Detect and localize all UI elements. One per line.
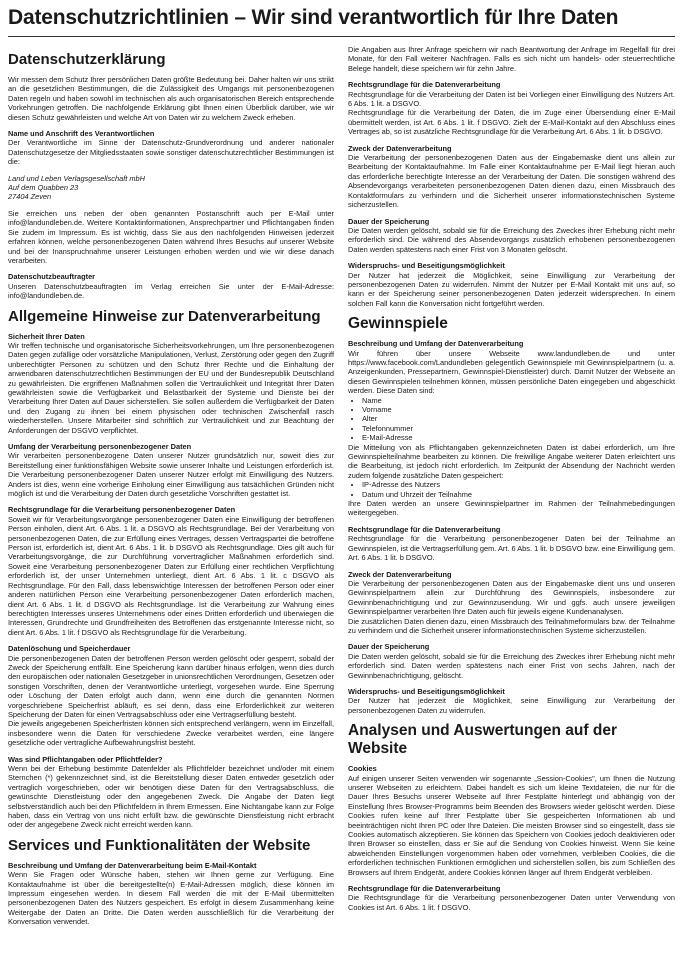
additional-data-list bbox=[348, 480, 675, 499]
subheading: Beschreibung und Umfang der Datenverarbeitung bbox=[348, 339, 524, 349]
address-street: Auf dem Quabben 23 bbox=[8, 183, 79, 193]
right-column bbox=[348, 45, 675, 934]
paragraph: Wenn Sie Fragen oder Wünsche haben, stehen wir Ihnen gerne zur Verfügung. Eine Kontaktaufnahme ist über die bereitgestellte(n) E-Mail-Adressen möglich, diese können im Impressum eingesehen werden. In diesem Fall werden die mit der E-Mail übermittelten personenbezogenen Daten des Nutzers gespeichert. Es erfolgt in diesem Zusammenhang keine Weitergabe der Daten an Dritte. Die Daten werden ausschließlich für die Verarbeitung der Konversation verwendet. bbox=[8, 870, 334, 927]
subheading: Rechtsgrundlage für die Datenverarbeitung bbox=[348, 884, 501, 894]
subheading: Beschreibung und Umfang der Datenverarbeitung beim E-Mail-Kontakt bbox=[8, 860, 257, 870]
subheading: Zweck der Datenverarbeitung bbox=[348, 143, 452, 153]
paragraph: Die Daten werden gelöscht, sobald sie für die Erreichung des Zweckes ihrer Erhebung nicht mehr erforderlich sind. Die während des Absendevorgangs zusätzlich erhobenen personenbezogenen Daten werden spätestens nach einer Frist von 3 Monaten gelöscht. bbox=[348, 225, 675, 254]
paragraph: Die zusätzlichen Daten dienen dazu, einen Missbrauch des Teilnahmeformulars bzw. der Teilnahme zu verhindern und die Sicherheit unserer informationstechnischen Systeme sicherzustellen. bbox=[348, 616, 675, 635]
paragraph: Wir verarbeiten personenbezogene Daten unserer Nutzer grundsätzlich nur, soweit dies zur Bereitstellung einer funktionsfähigen Website sowie unserer Inhalte und Leistungen erforderlich ist. Die Verarbeitung personenbezogener Daten unserer Nutzer erfolgt mit Einwilligung des Nutzers. Anders ist dies, wenn eine vorherige Einholung einer Einwilligung aus tatsächlichen Gründen nicht möglich ist und die Verarbeitung der Daten durch gesetzliche Vorschriften gestattet ist. bbox=[8, 451, 334, 499]
list-item: • IP-Adresse des Nutzers bbox=[362, 480, 675, 489]
list-item: • Alter bbox=[362, 414, 675, 423]
paragraph: Die Rechtsgrundlage für die Verarbeitung personenbezogener Daten unter Verwendung von Cookies ist Art. 6 Abs. 1 lit. f DSGVO. bbox=[348, 893, 675, 912]
left-column bbox=[8, 45, 334, 934]
paragraph: Rechtsgrundlage für die Verarbeitung der Daten, die im Zuge einer Übersendung einer E-Mail übermittelt werden, ist Art. 6 Abs. 1 lit. f DSGVO. Zielt der E-Mail-Kontakt auf den Abschluss eines Vertrages ab, so ist zusätzliche Rechtsgrundlage für die Verarbeitung Art. 6 Abs. 1 lit. b DSGVO. bbox=[348, 108, 675, 137]
subheading: Widerspruchs- und Beseitigungsmöglichkeit bbox=[348, 261, 505, 271]
paragraph: Rechtsgrundlage für die Verarbeitung personenbezogener Daten bei der Teilnahme an Gewinnspielen, ist die Vertragserfüllung gem. Art. 6 Abs. 1 lit. b DSGVO bzw. eine Einwilligung gem. Art. 6 Abs. 1 lit. b DSGVO. bbox=[348, 534, 675, 563]
paragraph: Wir messen dem Schutz Ihrer persönlichen Daten größte Bedeutung bei. Daher halten wir uns strikt an die gesetzlichen Bestimmungen, die die Zulässigkeit des Umgangs mit personenbezogenen Daten regeln und haben sowohl im technischen als auch organisatorischen Bereich entsprechende Vorkehrungen getroffen. Die nachfolgende Erklärung gibt Ihnen einen Überblick darüber, wie wir diesen Schutz gewährleisten und welche Art von Daten wir zu welchem Zweck erheben. bbox=[8, 75, 334, 122]
section-heading-datenschutzerklaerung: Datenschutzerklärung bbox=[8, 51, 166, 68]
paragraph: Die personenbezogenen Daten der betroffenen Person werden gelöscht oder gesperrt, sobald der Zweck der Speicherung entfällt. Eine Speicherung kann darüber hinaus erfolgen, wenn dies durch den europäischen oder nationalen Gesetzgeber in unionsrechtlichen Verordnungen, Gesetzen oder sonstigen Vorschriften, denen der Verantwortliche unterliegt, vorgesehen wurde. Eine Sperrung oder Löschung der Daten erfolgt auch dann, wenn eine durch die genannten Normen vorgeschriebene Speicherfrist abläuft, es sei denn, dass eine Erforderlichkeit zur weiteren Speicherung der Daten für einen Vertragsabschluss oder eine Vertragserfüllung besteht. bbox=[8, 653, 334, 719]
address-city: 27404 Zeven bbox=[8, 192, 52, 202]
paragraph: Wenn bei der Erhebung bestimmte Datenfelder als Pflichtfelder bezeichnet und/oder mit einem Sternchen (*) gekennzeichnet sind, ist die Bereitstellung dieser Daten entweder gesetzlich oder vertraglich vorgeschrieben, oder wir benötigen diese Daten für den Vertragsabschluss, die gewünschte Dienstleistung oder den angegebenen Zweck. Die Angabe der Daten liegt selbstverständlich auch bei den Pflichtfeldern in Ihrem Ermessen. Eine Nichtangabe kann zur Folge haben, dass ein Vertrag von uns nicht erfüllt bzw. die gewünschte Dienstleistung nicht erbracht oder der angegebene Zweck nicht erreicht werden kann. bbox=[8, 764, 334, 830]
subheading: Name und Anschrift des Verantwortlichen bbox=[8, 129, 155, 139]
paragraph: Wir führen über unsere Webseite www.landundleben.de und unter https://www.facebook.com/Landundleben gelegentlich Gewinnspiele mit Gewinnspielpartnern (u. a. Anzeigenkunden, Pressepartnern, Gewinnspiel-Dienstleister) durch. Damit Nutzer der Webseite an diesen Gewinnspielen teilnehmen können, müssen persönliche Daten eingegeben und abgeschickt werden. Diese Daten sind: bbox=[348, 348, 675, 396]
columns bbox=[8, 45, 675, 934]
address-company: Land und Leben Verlagsgesellschaft mbH bbox=[8, 173, 145, 183]
paragraph: Unseren Datenschutzbeauftragten im Verlag erreichen Sie unter der E-Mail-Adresse: info@landundleben.de. bbox=[8, 281, 334, 301]
list-item: • Telefonnummer bbox=[362, 424, 675, 433]
paragraph: Die Verarbeitung der personenbezogenen Daten aus der Eingabemaske dient uns allein zur Bearbeitung der Kontaktaufnahme. Im Falle einer Kontaktaufnahme per E-Mail liegt hieran auch das erforderliche berechtigte Interesse an der Verarbeitung der Daten. Die sonstigen während des Absendevorgangs verarbeiteten personenbezogenen Daten dienen dazu, einen Missbrauch des Kontaktformulars zu verhindern und die Sicherheit unserer informationstechnischen Systeme sicherzustellen. bbox=[348, 153, 675, 210]
subheading: Dauer der Speicherung bbox=[348, 642, 430, 652]
paragraph: Die Angaben aus Ihrer Anfrage speichern wir nach Beantwortung der Anfrage im Regelfall für drei Monate, für den Fall weiterer Nachfragen. Falls es sich nicht um handels- oder steuerrechtliche Belege handelt, diese speichern wir für zehn Jahre. bbox=[348, 45, 675, 73]
page-title: Datenschutzrichtlinien – Wir sind verantwortlich für Ihre Daten bbox=[8, 6, 619, 29]
address-block bbox=[8, 174, 334, 202]
section-heading-services: Services und Funktionalitäten der Website bbox=[8, 836, 311, 854]
paragraph: Die Verarbeitung der personenbezogenen Daten aus der Eingabemaske dient uns und unseren Gewinnspielpartnern allein zur Durchführung des Gewinnspiels, insbesondere zur Gewinnbenachrichtigung und zur Gewinnzusendung. Wir und ggfs. auch unsere jeweiligen Gewinnspielpartner verarbeiten Ihre Daten auch für jeweils eigene Kundenanalysen. bbox=[348, 578, 675, 617]
subheading: Umfang der Verarbeitung personenbezogener Daten bbox=[8, 442, 192, 451]
list-item: • E-Mail-Adresse bbox=[362, 433, 675, 442]
subheading: Rechtsgrundlage für die Datenverarbeitung bbox=[348, 524, 501, 534]
subheading: Datenlöschung und Speicherdauer bbox=[8, 644, 131, 654]
paragraph: Auf einigen unserer Seiten verwenden wir sogenannte „Session-Cookies", um Ihnen die Nutzung unserer Webseiten zu erleichtern. Dabei handelt es sich um kleine Textdateien, die nur für die Dauer Ihres Besuchs unserer Webseite auf Ihrer Festplatte hinterlegt und abhängig von der Einstellung Ihres Browser-Programms beim Beenden des Browsers wieder gelöscht werden. Diese Cookies rufen keine auf Ihrer Festplatte über Sie gespeicherten Informationen ab und beeinträchtigen nicht Ihren PC oder Ihre Dateien. Die meisten Browser sind so eingestellt, dass sie Cookies automatisch akzeptieren. Sie können das Speichern von Cookies jedoch deaktivieren oder Ihren Browser so einstellen, dass er Sie auf die Sendung von Cookies hinweist. Wenn Sie keine abweichenden Einstellungen vorgenommen haben oder vornehmen, verbleiben Cookies, die die erforderlichen technischen Funktionen ermöglichen und sicherstellen sollen, bis zum Schließen des Browsers auf Ihrem Endgerät, andere Cookies können länger auf Ihrem Endgerät verbleiben. bbox=[348, 773, 675, 877]
subheading: Zweck der Datenverarbeitung bbox=[348, 569, 452, 579]
paragraph: Der Nutzer hat jederzeit die Möglichkeit, seine Einwilligung zur Verarbeitung der personenbezogenen Daten zu widerrufen. bbox=[348, 696, 675, 715]
paragraph: Der Verantwortliche im Sinne der Datenschutz-Grundverordnung und anderer nationaler Datenschutzgesetze der Mitgliedsstaaten sowie sonstiger datenschutzrechtlicher Bestimmungen ist die: bbox=[8, 138, 334, 167]
subheading: Was sind Pflichtangaben oder Pflichtfelder? bbox=[8, 754, 163, 764]
section-heading-allgemeine-hinweise: Allgemeine Hinweise zur Datenverarbeitung bbox=[8, 307, 321, 325]
paragraph: Die jeweils angegebenen Speicherfristen können sich entsprechend verlängern, wenn im Einzelfall, insbesondere wenn die Daten für verschiedene Zwecke verarbeitet werden, eine längere gesetzliche oder vertragliche Aufbewahrungsfrist besteht. bbox=[8, 719, 334, 748]
paragraph: Ihre Daten werden an unsere Gewinnspielpartner im Rahmen der Teilnahmebedingungen weitergegeben. bbox=[348, 499, 675, 518]
paragraph: Rechtsgrundlage für die Verarbeitung der Daten ist bei Vorliegen einer Einwilligung des Nutzers Art. 6 Abs. 1 lit. a DSGVO. bbox=[348, 89, 675, 109]
paragraph: Wir treffen technische und organisatorische Sicherheitsvorkehrungen, um Ihre personenbezogenen Daten gegen zufällige oder vorsätzliche Manipulationen, Verlust, Zerstörung oder gegen den Zugriff unberechtigter Personen zu schützen und den Schutz Ihrer Rechte und die Einhaltung der anwendbaren datenschutzrechtlichen Bestimmungen der EU und der Bundesrepublik Deutschland zu gewährleisten. Die ergriffenen Maßnahmen sollen die Vertraulichkeit und Integrität Ihrer Daten gewährleisten sowie die Verfügbarkeit und Belastbarkeit der Systeme und Dienste bei der Verarbeitung Ihrer Daten auf Dauer sicherstellen. Sie sollen außerdem die Verfügbarkeit der Daten und den Zugang zu ihnen bei einem physischen oder technischen Zwischenfall rasch wiederherstellen. Unsere Mitarbeiter sind schriftlich zur Vertraulichkeit und zur Beachtung der Anforderungen der DSGVO verpflichtet. bbox=[8, 340, 334, 435]
section-heading-gewinnspiele: Gewinnspiele bbox=[348, 315, 448, 333]
paragraph: Die Mitteilung von als Pflichtangaben gekennzeichneten Daten ist dabei erforderlich, um Ihre Gewinnspielteilnahme bearbeiten zu können. Die freiwillige Angabe weiterer Daten erleichtert uns die Bearbeitung, ist jedoch nicht erforderlich. Im Zeitpunkt der Absendung der Nachricht werden zudem folgende zusätzliche Daten gespeichert: bbox=[348, 442, 675, 480]
list-item: • Vorname bbox=[362, 405, 675, 414]
subheading: Datenschutzbeauftragter bbox=[8, 272, 96, 282]
paragraph: Die Daten werden gelöscht, sobald sie für die Erreichung des Zweckes ihrer Erhebung nicht mehr erforderlich sind. Daten werden spätestens nach einer Frist von sechs Jahren, nach der Gewinnbenachrichtigung, gelöscht. bbox=[348, 651, 675, 680]
paragraph: Sie erreichen uns neben der oben genannten Postanschrift auch per E-Mail unter info@landundleben.de. Weitere Kontaktinformationen, Ansprechpartner und Pflichtangaben finden Sie zudem im Impressum. Es ist wichtig, dass Sie aus den nachfolgenden Hinweisen jederzeit erfahren können, welche personenbezogenen Daten während Ihres Besuchs auf unserer Website und bei der Inanspruchnahme unserer Leistungen erhoben werden und wie wir diese danach verarbeiten. bbox=[8, 208, 334, 265]
subheading: Rechtsgrundlage für die Datenverarbeitung bbox=[348, 80, 501, 90]
subheading: Dauer der Speicherung bbox=[348, 216, 430, 226]
subheading: Rechtsgrundlage für die Verarbeitung personenbezogener Daten bbox=[8, 505, 236, 515]
subheading: Sicherheit Ihrer Daten bbox=[8, 331, 85, 341]
data-fields-list bbox=[348, 396, 675, 443]
section-heading-analysen: Analysen und Auswertungen auf der Website bbox=[348, 722, 617, 758]
paragraph: Der Nutzer hat jederzeit die Möglichkeit, seine Einwilligung zur Verarbeitung der personenbezogenen Daten zu widerrufen. Nimmt der Nutzer per E-Mail Kontakt mit uns auf, so kann er der Speicherung seiner personenbezogenen Daten jederzeit widersprechen. In einem solchen Fall kann die Konversation nicht fortgeführt werden. bbox=[348, 270, 675, 308]
subheading: Widerspruchs- und Beseitigungsmöglichkeit bbox=[348, 686, 505, 696]
subheading: Cookies bbox=[348, 764, 377, 774]
paragraph: Soweit wir für Verarbeitungsvorgänge personenbezogener Daten eine Einwilligung der betroffenen Person einholen, dient Art. 6 Abs. 1 lit. a DSGVO als Rechtsgrundlage. Bei der Verarbeitung von personenbezogenen Daten, die zur Erfüllung eines Vertrages, dessen Vertragspartei die betroffene Person ist, erforderlich ist, dient Art. 6 Abs. 1 lit. b DSGVO als Rechtsgrundlage. Dies gilt auch für Verarbeitungsvorgänge, die zur Durchführung vorvertraglicher Maßnahmen erforderlich sind. Soweit eine Verarbeitung personenbezogener Daten zur Erfüllung einer rechtlichen Verpflichtung erforderlich ist, der unser Unternehmen unterliegt, dient Art. 6 Abs. 1 lit. c DSGVO als Rechtsgrundlage. Für den Fall, dass lebenswichtige Interessen der betroffenen Person oder einer anderen natürlichen Person eine Verarbeitung personenbezogener Daten erforderlich machen, dient Art. 6 Abs. 1 lit. d DSGVO als Rechtsgrundlage. Ist die Verarbeitung zur Wahrung eines berechtigten Interesses unseres Unternehmens oder eines Dritten erforderlich und überwiegen die Interessen, Grundrechte und Grundfreiheiten des Betroffenen das erstgenannte Interesse nicht, so dient Art. 6 Abs. 1 lit. f DSGVO als Rechtsgrundlage für die Verarbeitung. bbox=[8, 514, 334, 637]
title-divider bbox=[8, 36, 675, 37]
list-item: • Datum und Uhrzeit der Teilnahme bbox=[362, 490, 675, 499]
list-item: • Name bbox=[362, 396, 675, 405]
